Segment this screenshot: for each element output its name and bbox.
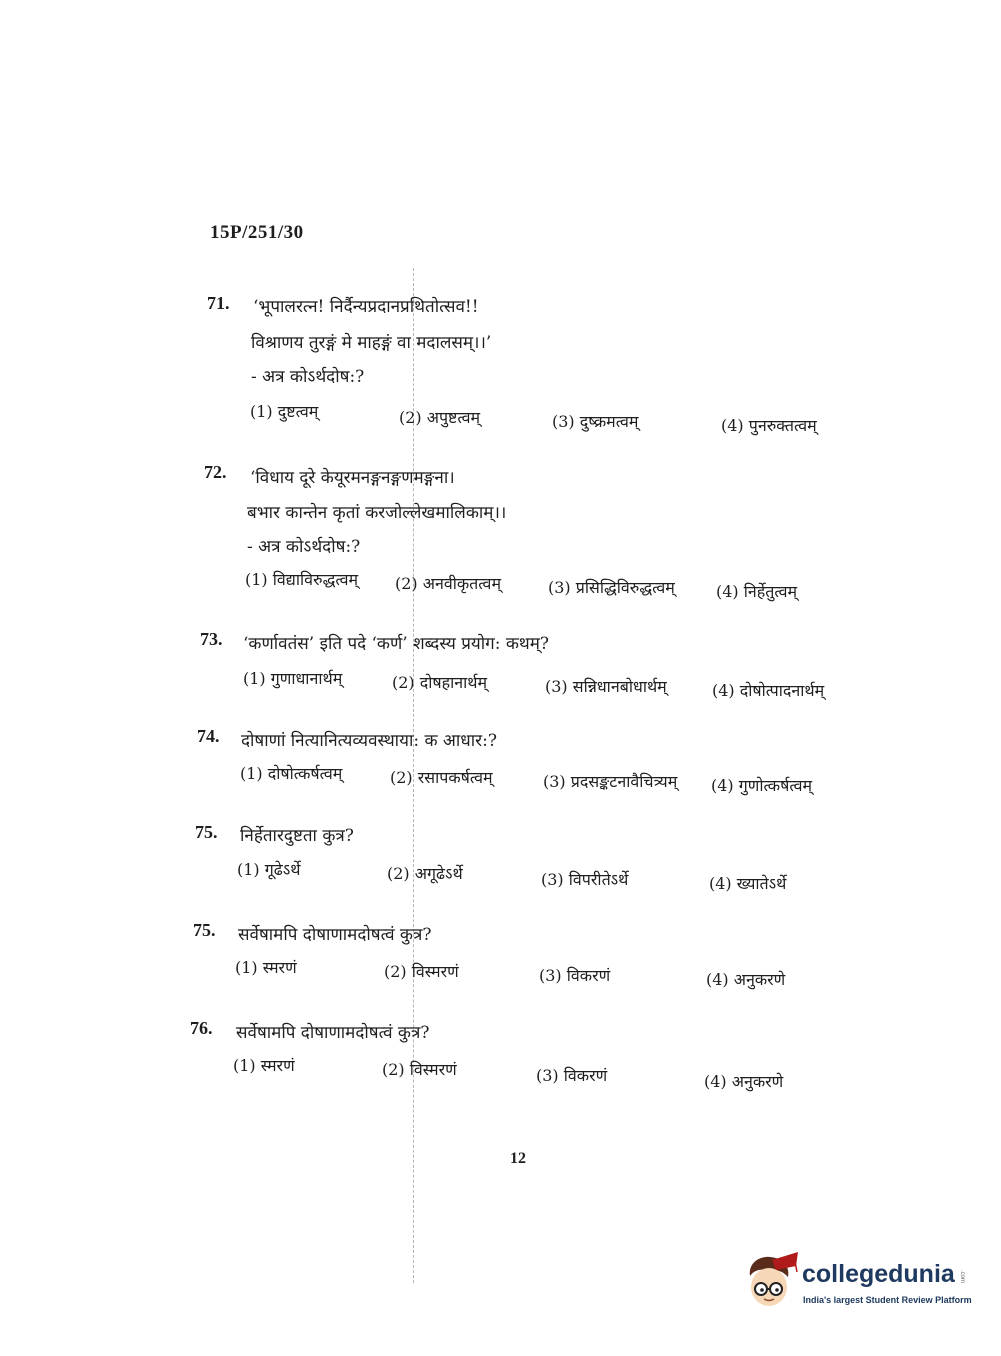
- option-2: (2) अपुष्टत्वम्: [399, 408, 481, 427]
- option-4: (4) पुनरुक्तत्वम्: [721, 416, 817, 435]
- question-number: 73.: [200, 629, 223, 649]
- question-line: विश्राणय तुरङ्गं मे माहङ्गं वा मदालसम्।।’: [251, 333, 492, 353]
- option-1: (1) स्मरणं: [233, 1056, 295, 1075]
- option-3: (3) प्रदसङ्कटनावैचित्र्यम्: [543, 772, 678, 791]
- option-4: (4) निर्हेतुत्वम्: [716, 582, 798, 601]
- question-number: 71.: [207, 293, 230, 313]
- question-line: बभार कान्तेन कृतां करजोल्लेखमालिकाम्।।: [247, 503, 507, 523]
- option-1: (1) विद्याविरुद्धत्वम्: [245, 570, 359, 589]
- question-number: 75.: [193, 920, 216, 940]
- collegedunia-watermark: [742, 1250, 972, 1312]
- question-number: 74.: [197, 726, 220, 746]
- mascot-icon: [742, 1250, 800, 1310]
- option-3: (3) विकरणं: [536, 1066, 608, 1085]
- question-number: 75.: [195, 822, 218, 842]
- brand-tagline: India's largest Student Review Platform: [803, 1295, 972, 1305]
- page-number: 12: [510, 1150, 526, 1167]
- question-line: - अत्र कोऽर्थदोष:?: [247, 537, 361, 557]
- option-3: (3) विपरीतेऽर्थे: [541, 870, 629, 889]
- question-line: ‘विधाय दूरे केयूरमनङ्गनङ्गणमङ्गना।: [250, 468, 455, 488]
- option-3: (3) दुष्क्रमत्वम्: [552, 412, 639, 431]
- question-line: ‘भूपालरत्न! निर्दैन्यप्रदानप्रथितोत्सव!!: [253, 297, 479, 317]
- brand-name: collegedunia: [802, 1260, 955, 1288]
- option-1: (1) दोषोत्कर्षत्वम्: [240, 764, 343, 783]
- question-line: ‘कर्णावतंस’ इति पदे ‘कर्ण’ शब्दस्य प्रयोग: कथम्?: [243, 634, 550, 654]
- option-4: (4) अनुकरणे: [706, 970, 786, 989]
- option-2: (2) अनवीकृतत्वम्: [395, 574, 502, 593]
- option-1: (1) दुष्टत्वम्: [250, 402, 319, 421]
- question-number: 76.: [190, 1018, 213, 1038]
- option-4: (4) ख्यातेऽर्थे: [709, 874, 787, 893]
- option-4: (4) दोषोत्पादनार्थम्: [712, 681, 825, 700]
- option-2: (2) दोषहानार्थम्: [392, 673, 488, 692]
- option-2: (2) विस्मरणं: [382, 1060, 457, 1079]
- question-line: निर्हेतारदुष्टता कुत्र?: [240, 826, 354, 846]
- option-4: (4) अनुकरणे: [704, 1072, 784, 1091]
- option-2: (2) विस्मरणं: [384, 962, 459, 981]
- paper-code: 15P/251/30: [210, 222, 304, 243]
- option-3: (3) प्रसिद्धिविरुद्धत्वम्: [548, 578, 675, 597]
- option-1: (1) गूढेऽर्थे: [237, 860, 301, 879]
- brand-suffix: .com: [959, 1270, 965, 1284]
- option-1: (1) गुणाधानार्थम्: [243, 669, 343, 688]
- question-number: 72.: [204, 462, 227, 482]
- option-3: (3) सन्निधानबोधार्थम्: [545, 677, 667, 696]
- question-line: दोषाणां नित्यानित्यव्यवस्थाया: क आधार:?: [241, 731, 497, 751]
- option-1: (1) स्मरणं: [235, 958, 297, 977]
- question-line: - अत्र कोऽर्थदोष:?: [251, 367, 365, 387]
- question-line: सर्वेषामपि दोषाणामदोषत्वं कुत्र?: [238, 925, 432, 945]
- option-3: (3) विकरणं: [539, 966, 611, 985]
- option-2: (2) अगूढेऽर्थे: [387, 864, 463, 883]
- option-2: (2) रसापकर्षत्वम्: [390, 768, 493, 787]
- option-4: (4) गुणोत्कर्षत्वम्: [711, 776, 813, 795]
- question-line: सर्वेषामपि दोषाणामदोषत्वं कुत्र?: [236, 1023, 430, 1043]
